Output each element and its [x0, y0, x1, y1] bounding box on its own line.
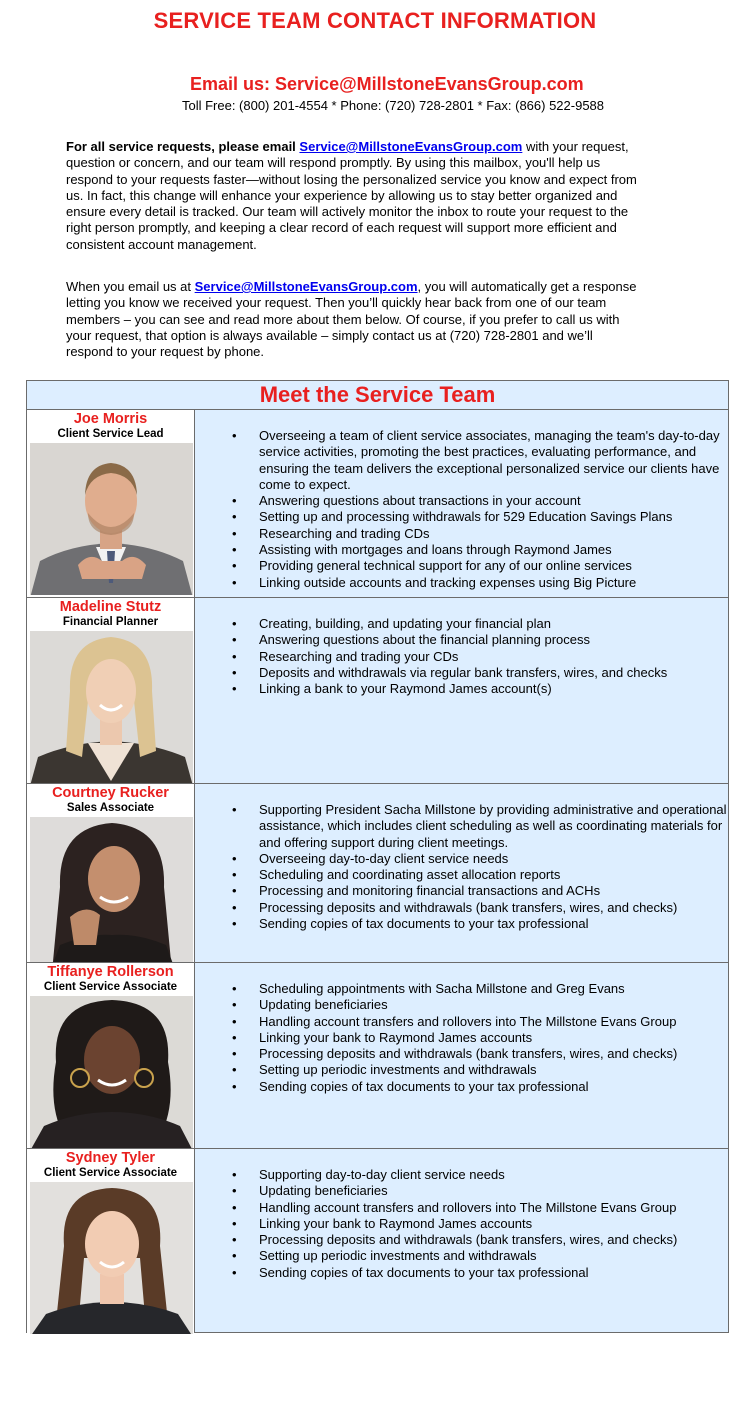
- member-duties-list: [232, 428, 727, 591]
- member-photo: [30, 631, 193, 783]
- member-name: Madeline Stutz: [59, 599, 162, 615]
- team-member-row: [27, 783, 728, 963]
- duty-item: • Sending copies of tax documents to your tax professional: [232, 1079, 727, 1095]
- duty-item: • Linking your bank to Raymond James accounts: [232, 1030, 727, 1046]
- duty-item: • Setting up periodic investments and withdrawals: [232, 1062, 727, 1078]
- duty-item: • Updating beneficiaries: [232, 997, 727, 1013]
- team-member-row: [27, 962, 728, 1149]
- page-title: SERVICE TEAM CONTACT INFORMATION: [153, 8, 597, 33]
- duty-item: • Researching and trading CDs: [232, 526, 727, 542]
- member-card: [27, 1149, 195, 1333]
- member-photo: [30, 996, 193, 1148]
- email-us-line: Email us: Service@MillstoneEvansGroup.com: [190, 74, 584, 94]
- member-card: [27, 784, 195, 963]
- duty-item: • Scheduling and coordinating asset allocation reports: [232, 867, 727, 883]
- member-duties-list: [232, 616, 727, 697]
- duty-item: • Assisting with mortgages and loans through Raymond James: [232, 542, 727, 558]
- team-heading: Meet the Service Team: [27, 381, 728, 410]
- intro-paragraph-2: [66, 279, 641, 360]
- member-role: Client Service Lead: [57, 428, 164, 440]
- member-name: Courtney Rucker: [52, 785, 169, 801]
- intro-lead: When you email us at: [66, 279, 195, 294]
- duty-item: • Handling account transfers and rollovers into The Millstone Evans Group: [232, 1200, 727, 1216]
- duty-item: • Processing deposits and withdrawals (bank transfers, wires, and checks): [232, 1046, 727, 1062]
- duty-item: • Supporting President Sacha Millstone by providing administrative and operational assistance, which includes client scheduling as well as coordinating materials for and offering support during client meetings.: [232, 802, 727, 851]
- duty-item: • Processing deposits and withdrawals (bank transfers, wires, and checks): [232, 900, 727, 916]
- member-duties-list: [232, 1167, 727, 1281]
- service-email-link[interactable]: Service@MillstoneEvansGroup.com: [299, 139, 523, 154]
- duty-item: • Overseeing day-to-day client service needs: [232, 851, 727, 867]
- duty-item: • Sending copies of tax documents to your tax professional: [232, 1265, 727, 1281]
- intro-body: with your request, question or concern, and our team will respond promptly. By using this mailbox, you'll help us respond to your requests faster—without losing the personalized service you know and expect from us. In fact, this change will enhance your experience by allowing us to stay better organized and ensure every detail is tracked. Our team will actively monitor the inbox to route your request to the right person promptly, and keeping a clear record of each request will support more efficient and consistent account management.: [66, 139, 637, 252]
- intro-paragraph-1: [66, 139, 641, 253]
- duty-item: • Providing general technical support for any of our online services: [232, 558, 727, 574]
- member-role: Sales Associate: [66, 802, 155, 814]
- member-role: Client Service Associate: [43, 981, 178, 993]
- duty-item: • Scheduling appointments with Sacha Millstone and Greg Evans: [232, 981, 727, 997]
- intro-body: , you will automatically get a response letting you know we received your request. Then you’ll quickly hear back from one of our team members – you can see and read more about them below. Of course, if you prefer to call us with your request, that option is always available – simply contact us at (720) 728-2801 and we’ll respond to your request by phone.: [66, 279, 637, 360]
- duty-item: • Updating beneficiaries: [232, 1183, 727, 1199]
- member-role: Financial Planner: [62, 616, 159, 628]
- duty-item: • Setting up and processing withdrawals for 529 Education Savings Plans: [232, 509, 727, 525]
- member-duties-list: [232, 802, 727, 932]
- duty-item: • Processing and monitoring financial transactions and ACHs: [232, 883, 727, 899]
- duty-item: • Answering questions about the financial planning process: [232, 632, 727, 648]
- duty-item: • Linking outside accounts and tracking expenses using Big Picture: [232, 575, 727, 591]
- member-card: [27, 410, 195, 598]
- duty-item: • Overseeing a team of client service associates, managing the team's day-to-day service activities, promoting the best practices, evaluating performance, and ensuring the team delivers the exceptional personalized service our clients have come to expect.: [232, 428, 727, 493]
- duty-item: • Answering questions about transactions in your account: [232, 493, 727, 509]
- member-card: [27, 963, 195, 1149]
- team-member-row: [27, 1148, 728, 1333]
- intro-lead: For all service requests, please email: [66, 139, 296, 154]
- duty-item: • Linking a bank to your Raymond James account(s): [232, 681, 727, 697]
- team-member-row: [27, 409, 728, 598]
- duty-item: • Setting up periodic investments and withdrawals: [232, 1248, 727, 1264]
- member-name: Sydney Tyler: [65, 1150, 156, 1166]
- duty-item: • Handling account transfers and rollovers into The Millstone Evans Group: [232, 1014, 727, 1030]
- phone-fax-line: Toll Free: (800) 201-4554 * Phone: (720) 728-2801 * Fax: (866) 522-9588: [181, 98, 605, 113]
- member-photo: [30, 1182, 193, 1334]
- duty-item: • Creating, building, and updating your financial plan: [232, 616, 727, 632]
- member-role: Client Service Associate: [43, 1167, 178, 1179]
- member-name: Joe Morris: [73, 411, 148, 427]
- member-photo: [30, 443, 193, 595]
- team-member-row: [27, 597, 728, 784]
- duty-item: • Linking your bank to Raymond James accounts: [232, 1216, 727, 1232]
- duty-item: • Deposits and withdrawals via regular bank transfers, wires, and checks: [232, 665, 727, 681]
- duty-item: • Sending copies of tax documents to your tax professional: [232, 916, 727, 932]
- duty-item: • Researching and trading your CDs: [232, 649, 727, 665]
- member-name: Tiffanye Rollerson: [47, 964, 174, 980]
- service-email-link[interactable]: Service@MillstoneEvansGroup.com: [194, 279, 418, 294]
- service-team-table: [26, 380, 729, 1333]
- member-photo: [30, 817, 193, 969]
- member-card: [27, 598, 195, 784]
- duty-item: • Processing deposits and withdrawals (bank transfers, wires, and checks): [232, 1232, 727, 1248]
- member-duties-list: [232, 981, 727, 1095]
- duty-item: • Supporting day-to-day client service needs: [232, 1167, 727, 1183]
